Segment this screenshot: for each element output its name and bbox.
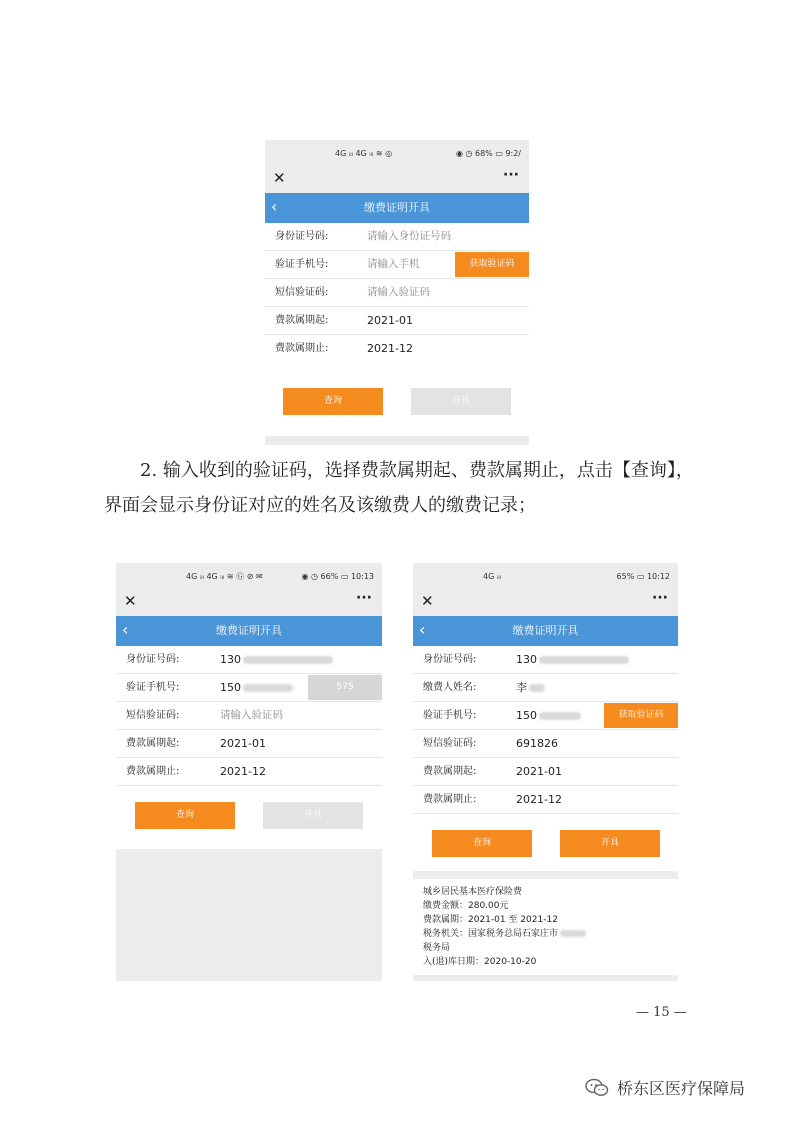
org-name: 桥东区医疗保障局 [617, 1079, 746, 1098]
status-bar [265, 140, 529, 166]
status-right: ◉ ◷ 68% ▭ 9:2/ [455, 148, 521, 158]
more-icon[interactable]: ··· [356, 590, 372, 606]
browser-topbar [265, 166, 529, 193]
browser-topbar [116, 589, 382, 616]
id-row [413, 646, 678, 674]
query-button[interactable]: 查询 [283, 388, 383, 415]
get-code-button[interactable]: 获取验证码 [455, 252, 529, 277]
redacted [243, 684, 293, 692]
phone-row [265, 251, 529, 279]
page-header [116, 616, 382, 646]
end-row [265, 335, 529, 362]
code-input[interactable]: 请输入验证码 [220, 709, 283, 721]
end-label: 费款属期止: [423, 794, 477, 805]
more-icon[interactable]: ··· [503, 167, 519, 183]
id-input[interactable]: 130 [220, 646, 333, 673]
query-button[interactable]: 查询 [432, 830, 532, 857]
start-row [413, 758, 678, 786]
page-title: 缴费证明开具 [216, 624, 282, 637]
phone-row [116, 674, 382, 702]
phone-input[interactable]: 150 [220, 674, 293, 701]
redacted [560, 930, 586, 937]
close-icon[interactable]: ✕ [421, 592, 434, 610]
id-label: 身份证号码: [423, 654, 477, 665]
close-icon[interactable]: ✕ [124, 592, 137, 610]
bottom-area [265, 436, 529, 445]
name-value: 李 [516, 674, 545, 701]
phone-label: 验证手机号: [126, 682, 180, 693]
close-icon[interactable]: ✕ [273, 169, 286, 187]
back-icon[interactable]: ‹ [271, 197, 278, 216]
record-tax-office: 税务机关：国家税务总局石家庄市 [423, 927, 586, 941]
end-select[interactable]: 2021-12 [367, 342, 413, 355]
code-label: 短信验证码: [423, 738, 477, 749]
phone-input[interactable]: 请输入手机 [367, 258, 420, 270]
end-select[interactable]: 2021-12 [516, 793, 562, 806]
more-icon[interactable]: ··· [652, 590, 668, 606]
browser-topbar [413, 589, 678, 616]
status-right: 65% ▭ 10:12 [616, 571, 670, 581]
start-select[interactable]: 2021-01 [220, 737, 266, 750]
redacted [539, 656, 629, 664]
page-header [413, 616, 678, 646]
page-number: — 15 — [636, 1005, 687, 1020]
code-input[interactable]: 691826 [516, 737, 558, 750]
record-amount: 缴费金额：280.00元 [423, 901, 509, 911]
start-label: 费款属期起: [423, 766, 477, 777]
wechat-icon [585, 1078, 609, 1098]
status-bar [413, 563, 678, 589]
issue-button[interactable]: 开具 [411, 388, 511, 415]
get-code-button[interactable]: 获取验证码 [604, 703, 678, 728]
separator [413, 871, 678, 879]
page-title: 缴费证明开具 [512, 624, 579, 637]
instruction-paragraph: 2. 输入收到的验证码，选择费款属期起、费款属期止，点击【查询】，界面会显示身份证对应的姓名及该缴费人的缴费记录； [104, 460, 694, 516]
bottom-area [116, 849, 382, 981]
start-row [116, 730, 382, 758]
redacted [539, 712, 581, 720]
name-label: 缴费人姓名: [423, 682, 477, 693]
issue-button[interactable]: 开具 [560, 830, 660, 857]
code-label: 短信验证码: [275, 287, 329, 298]
phone-input[interactable]: 150 [516, 702, 581, 729]
record-tax-office-cont: 税务局 [423, 943, 451, 953]
page-header [265, 193, 529, 223]
redacted [243, 656, 333, 664]
code-row [265, 279, 529, 307]
signal-icons: 4G ᵢₗₗ 4G ᵢₗₗ ≋ ◎ [335, 148, 393, 158]
start-row [265, 307, 529, 335]
id-label: 身份证号码: [275, 231, 329, 242]
name-row [413, 674, 678, 702]
id-row [265, 223, 529, 251]
id-label: 身份证号码: [126, 654, 180, 665]
phone-screenshot-1 [265, 140, 529, 445]
page-title: 缴费证明开具 [364, 201, 430, 214]
end-select[interactable]: 2021-12 [220, 765, 266, 778]
id-input[interactable]: 请输入身份证号码 [367, 230, 451, 242]
id-row [116, 646, 382, 674]
phone-row [413, 702, 678, 730]
query-button[interactable]: 查询 [135, 802, 235, 829]
status-right: ◉ ◷ 66% ▭ 10:13 [301, 571, 374, 581]
record-date: 入(退)库日期：2020-10-20 [423, 957, 537, 967]
redacted [529, 684, 545, 692]
start-select[interactable]: 2021-01 [516, 765, 562, 778]
phone-screenshot-3 [413, 563, 678, 981]
payment-record [423, 885, 586, 969]
end-label: 费款属期止: [126, 766, 180, 777]
signal-icons: 4G ᵢₗₗ 4G ᵢₗₗ ≋ Ⓖ ⊘ ✉ [186, 571, 263, 581]
start-label: 费款属期起: [126, 738, 180, 749]
start-select[interactable]: 2021-01 [367, 314, 413, 327]
code-row [413, 730, 678, 758]
record-period: 费款属期：2021-01 至 2021-12 [423, 915, 558, 925]
end-row [413, 786, 678, 814]
code-input[interactable]: 请输入验证码 [367, 286, 430, 298]
id-input[interactable]: 130 [516, 646, 629, 673]
footer-brand [585, 1076, 745, 1099]
phone-screenshot-2 [116, 563, 382, 981]
end-label: 费款属期止: [275, 343, 329, 354]
phone-label: 验证手机号: [275, 259, 329, 270]
record-type: 城乡居民基本医疗保险费 [423, 887, 523, 897]
end-row [116, 758, 382, 786]
signal-icons: 4G ᵢₗₗ [483, 571, 501, 581]
countdown-button[interactable]: 57S [308, 675, 382, 700]
back-icon[interactable]: ‹ [122, 620, 129, 639]
bottom-area [413, 975, 678, 981]
issue-button[interactable]: 开具 [263, 802, 363, 829]
start-label: 费款属期起: [275, 315, 329, 326]
phone-label: 验证手机号: [423, 710, 477, 721]
status-bar [116, 563, 382, 589]
back-icon[interactable]: ‹ [419, 620, 426, 639]
code-label: 短信验证码: [126, 710, 180, 721]
code-row [116, 702, 382, 730]
